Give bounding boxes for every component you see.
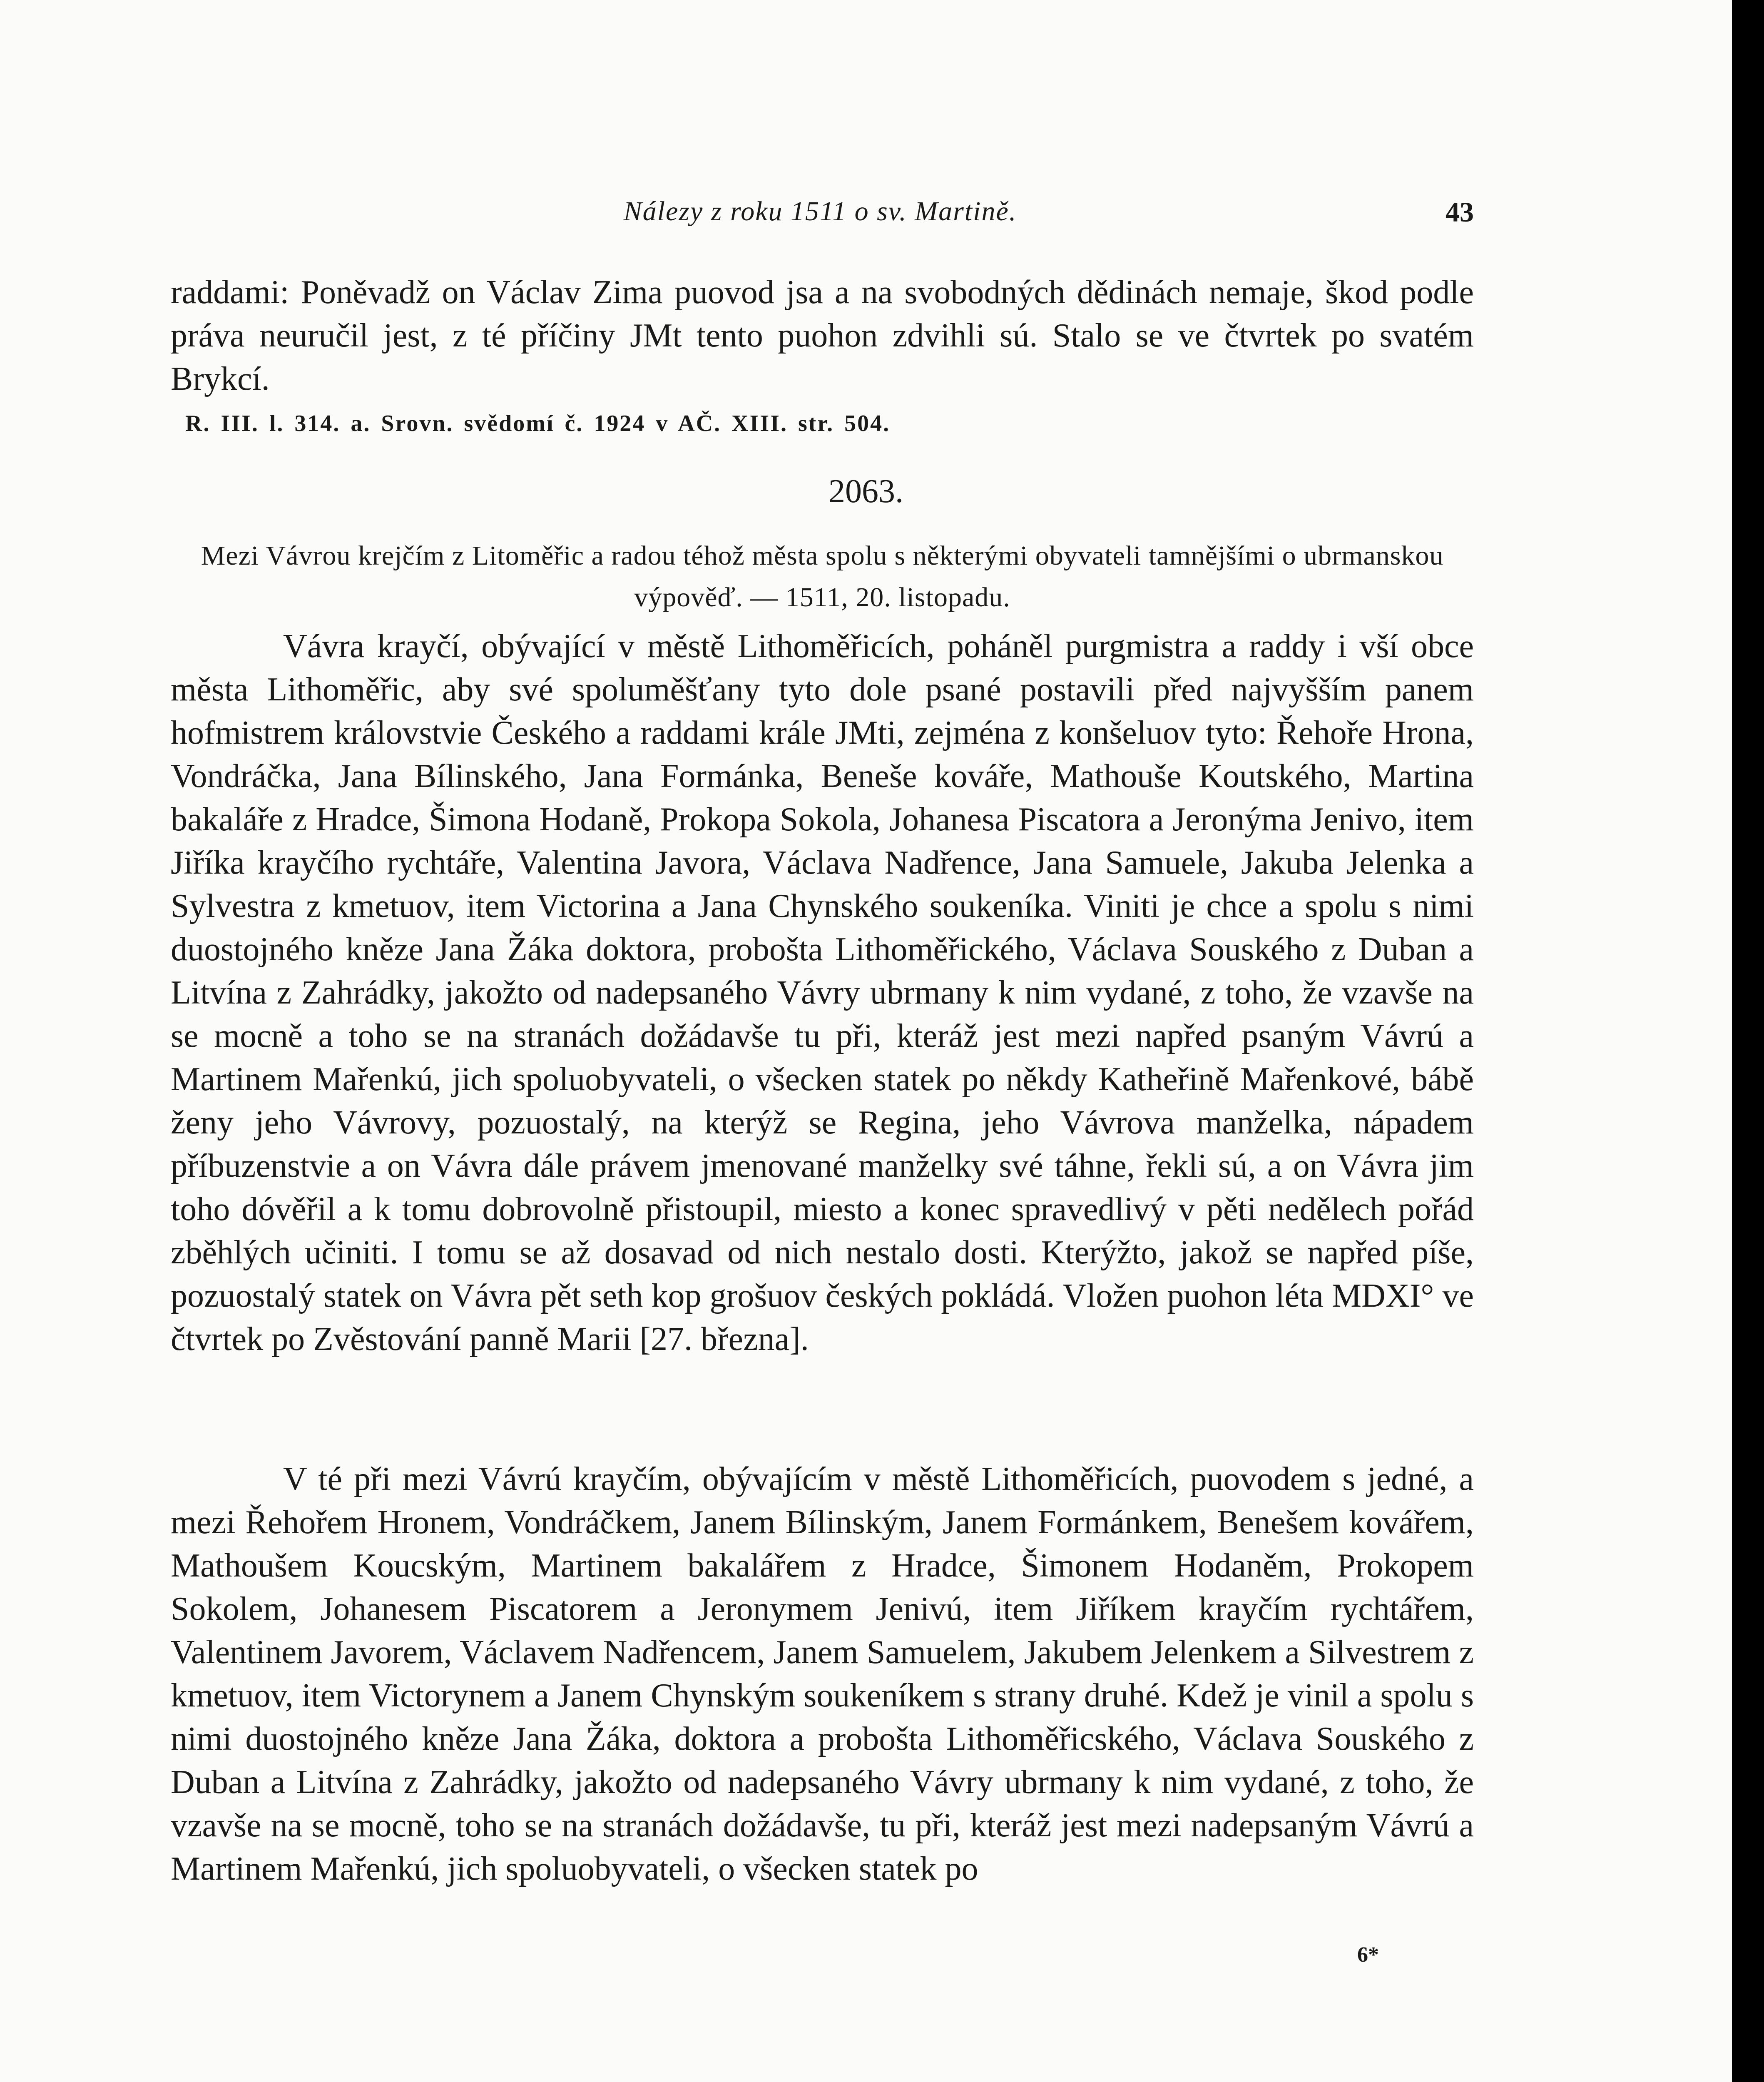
- paragraph-continuation: raddami: Poněvadž on Václav Zima puovod jsa a na svobodných dědinách nemaje, škod podle práva neuručil jest, z té příčiny JMt tento puohon zdvihli sú. Stalo se ve čtvrtek po svatém Brykcí.: [171, 274, 1474, 397]
- signature-mark: 6*: [1357, 1943, 1379, 1967]
- paragraph-verdict: V té při mezi Vávrú krayčím, obývajícím v městě Lithoměřicích, puovodem s jedné, a mezi Řehořem Hronem, Vondráčkem, Janem Bílinským, Janem Formánkem, Benešem kovářem, Mathoušem Koucským, Martinem bakalářem z Hradce, Šimonem Hodaněm, Prokopem Sokolem, Johanesem Piscatorem a Jeronymem Jenivú, item Jiříkem krayčím rychtářem, Valentinem Javorem, Václavem Nadřencem, Janem Samuelem, Jakubem Jelenkem a Silvestrem z kmetuov, item Victorynem a Janem Chynským soukeníkem s strany druhé. Kdež je vinil a spolu s nimi duostojného kněze Jana Žáka, doktora a probošta Lithoměřicského, Václava Souského z Duban a Litvína z Zahrádky, jakožto od nadepsaného Vávry ubrmany k nim vydané, z toho, že vzavše na se mocně, toho se na stranách dožádavše, tu při, kteráž jest mezi nadepsaným Vávrú a Martinem Mařenkú, jich spoluobyvateli, o všecken statek po: [171, 1461, 1474, 1887]
- paragraph-main: Vávra krayčí, obývající v městě Lithoměřicích, poháněl purgmistra a raddy i vší obce města Lithoměřic, aby své spoluměšťany tyto dole psané postavili před najvyšším panem hofmistrem královstvie Českého a raddami krále JMti, zejména z konšeluov tyto: Řehoře Hrona, Vondráčka, Jana Bílinského, Jana Formánka, Beneše kováře, Mathouše Koutského, Martina bakaláře z Hradce, Šimona Hodaně, Prokopa Sokola, Johanesa Piscatora a Jeronýma Jenivo, item Jiříka krayčího rychtáře, Valentina Javora, Václava Nadřence, Jana Samuele, Jakuba Jelenka a Sylvestra z kmetuov, item Victorina a Jana Chynského soukeníka. Viniti je chce a spolu s nimi duostojného kněze Jana Žáka doktora, probošta Lithoměřického, Václava Souského z Duban a Litvína z Zahrádky, jakožto od nadepsaného Vávry ubrmany k nim vydané, z toho, že vzavše na se mocně a toho se na stranách dožádavše tu při, kteráž jest mezi napřed psaným Vávrú a Martinem Mařenkú, jich spoluobyvateli, o všecken statek po někdy Katheřině Mařenkové, bábě ženy jeho Vávrovy, pozuostalý, na kterýž se Regina, jeho Vávrova manželka, nápadem příbuzenstvie a on Vávra dále právem jmenované manželky své táhne, řekli sú, a on Vávra jim toho dóvěřil a k tomu dobrovolně přistoupil, miesto a konec spravedlivý v pěti nedělech pořád zběhlých učiniti. I tomu se až dosavad od nich nestalo dosti. Kterýžto, jakož se napřed píše, pozuostalý statek on Vávra pět seth kop grošuov českých pokládá. Vložen puohon léta MDXI° ve čtvrtek po Zvěstování panně Marii [27. března].: [171, 628, 1474, 1357]
- scan-edge: [1732, 0, 1764, 2082]
- page-header: [167, 196, 1474, 242]
- entry-number: 2063.: [829, 473, 903, 510]
- page-number: 43: [1446, 196, 1474, 228]
- source-note: R. III. l. 314. a. Srovn. svědomí č. 1924 v AČ. XIII. str. 504.: [185, 411, 891, 436]
- entry-summary: Mezi Vávrou krejčím z Litoměřic a radou téhož města spolu s některými obyvateli tamnějšími o ubrmanskou výpověď. — 1511, 20. listopadu.: [201, 540, 1444, 613]
- running-title: Nálezy z roku 1511 o sv. Martině.: [623, 196, 1017, 227]
